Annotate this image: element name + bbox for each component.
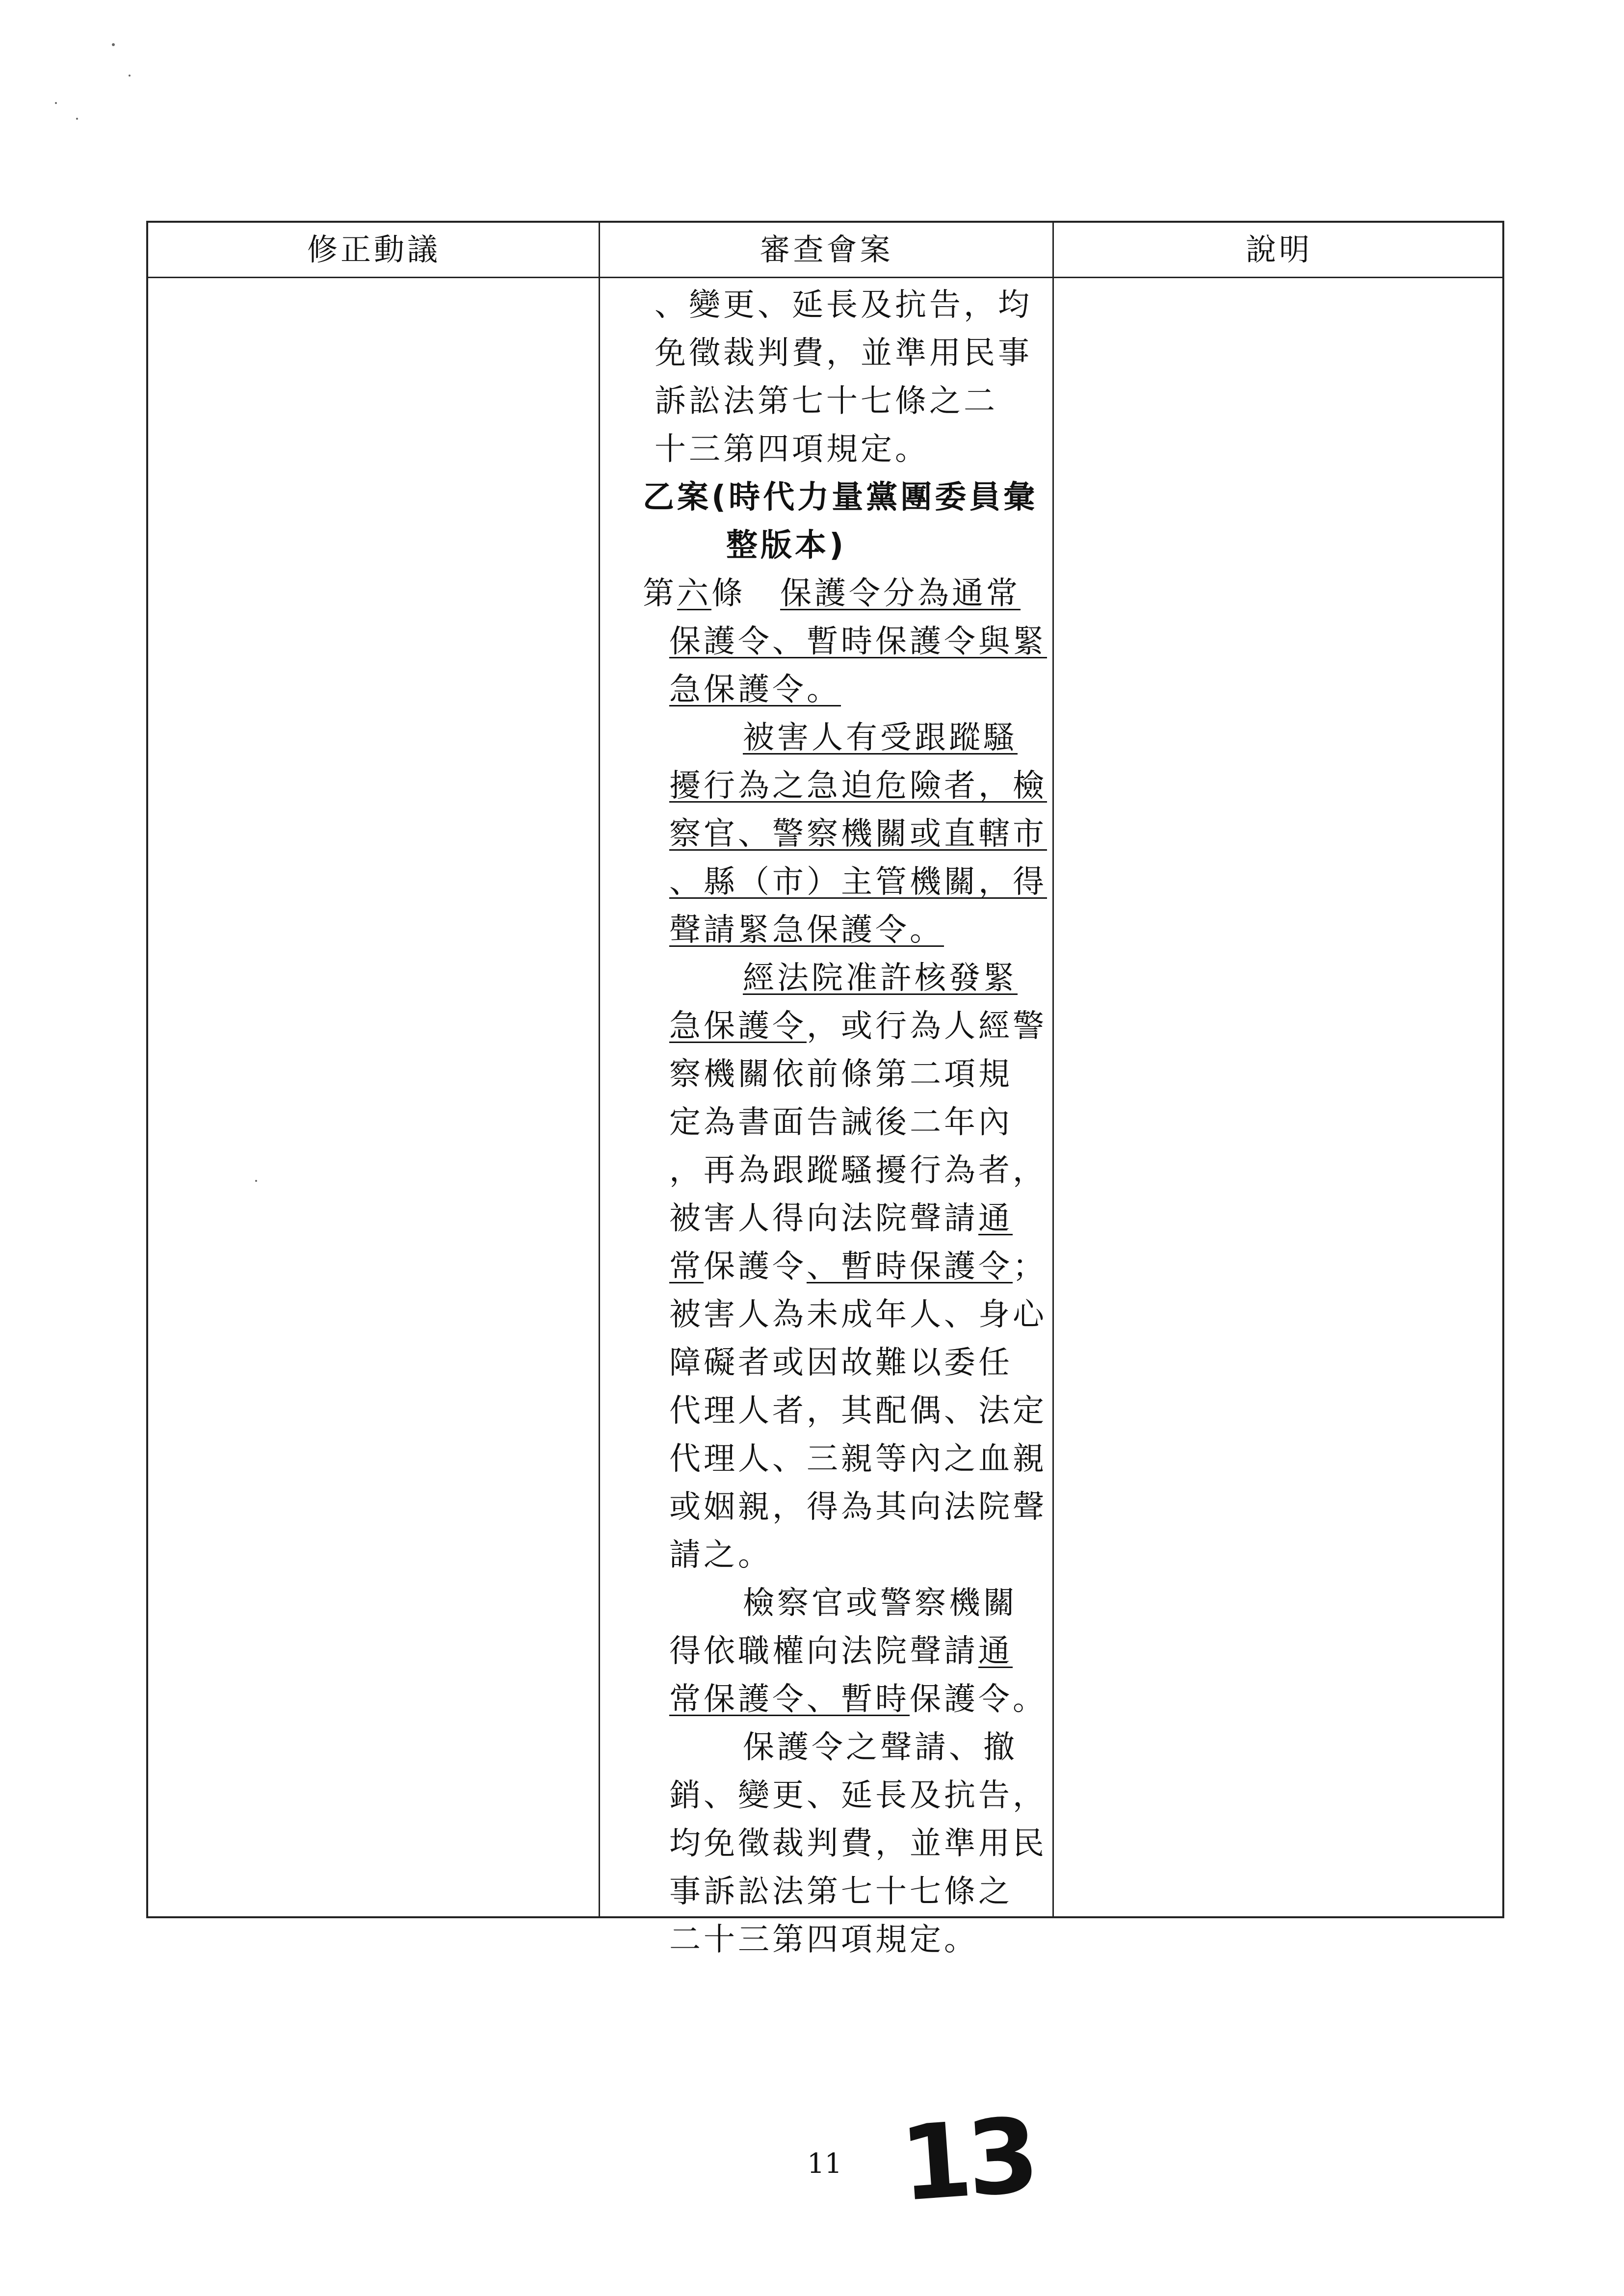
text-line: ，再為跟蹤騷擾行為者，: [669, 1152, 1047, 1189]
article-prefix: 第: [643, 575, 677, 612]
text-line: 二十三第四項規定。: [669, 1922, 978, 1958]
scan-speck: [129, 75, 131, 77]
text-line: 銷、變更、延長及抗告，: [669, 1777, 1047, 1814]
text-line: 訴訟法第七十七條之二: [655, 383, 998, 419]
text-line: 十三第四項規定。: [655, 431, 929, 468]
plain-span: 保護令。: [910, 1681, 1047, 1718]
scan-speck: [76, 118, 78, 120]
underlined-span: 通: [978, 1633, 1013, 1670]
proposal-b-heading: 乙案(時代力量黨團委員彙: [643, 479, 1038, 516]
plain-span: 保護令: [704, 1249, 807, 1285]
text-line: 被害人為未成年人、身心: [669, 1297, 1047, 1333]
text-line: 、縣（市）主管機關，得: [669, 864, 1047, 900]
scan-speck: [112, 43, 115, 46]
text-line: 擾行為之急迫危險者，檢: [669, 768, 1047, 804]
text-line: 察機關依前條第二項規: [669, 1056, 1013, 1093]
column-divider-2: [1052, 223, 1054, 1916]
column-divider-1: [599, 223, 600, 1916]
header-explanation: 說明: [1245, 232, 1312, 267]
header-review-committee-bill: 審查會案: [760, 232, 893, 267]
text-line: 檢察官或警察機關: [743, 1585, 1018, 1621]
text-line: 急保護令。: [669, 672, 841, 708]
article-six-line: [643, 570, 1021, 617]
underlined-span: 通: [978, 1200, 1013, 1237]
text-line: 被害人有受跟蹤騷: [743, 720, 1018, 756]
text-line: 定為書面告誡後二年內: [669, 1104, 1013, 1141]
text-line: [669, 1676, 1047, 1723]
text-line: 事訴訟法第七十七條之: [669, 1874, 1013, 1910]
text-line: [669, 1195, 1013, 1242]
article-text: 保護令分為通常: [780, 575, 1021, 612]
text-line: 請之。: [669, 1537, 772, 1573]
text-line: 障礙者或因故難以委任: [669, 1345, 1013, 1381]
amendment-comparison-table: [146, 221, 1504, 1958]
text-line: 代理人者，其配偶、法定: [669, 1393, 1047, 1429]
text-line: 察官、警察機關或直轄市: [669, 816, 1047, 852]
underlined-span: 常: [669, 1249, 704, 1285]
text-line: 免徵裁判費，並準用民事: [655, 335, 1032, 371]
text-line: 保護令、暫時保護令與緊: [669, 624, 1047, 660]
text-line: 聲請緊急保護令。: [669, 912, 944, 948]
text-line: 均免徵裁判費，並準用民: [669, 1826, 1047, 1862]
plain-span: 得依職權向法院聲請: [669, 1633, 978, 1670]
plain-span: ，或行為人經警: [807, 1008, 1047, 1044]
text-line: 或姻親，得為其向法院聲: [669, 1489, 1047, 1525]
scan-speck: [255, 1180, 257, 1182]
text-line: [669, 1243, 1047, 1290]
article-number: 六: [677, 575, 711, 612]
text-line: 代理人、三親等內之血親: [669, 1441, 1047, 1477]
plain-span: 被害人得向法院聲請: [669, 1200, 978, 1237]
plain-span-end: ；: [1013, 1249, 1047, 1285]
table-header-row: [148, 223, 1502, 278]
underlined-span-2: 、暫時保護令: [807, 1249, 1013, 1285]
scan-speck: [55, 102, 57, 104]
header-amendment-motion: 修正動議: [307, 232, 441, 267]
underlined-span: 急保護令: [669, 1008, 807, 1044]
article-suffix: 條: [711, 575, 780, 612]
underlined-span: 常保護令、暫時: [669, 1681, 910, 1718]
text-line: [669, 1003, 1047, 1050]
handwritten-page-number: 13: [896, 2095, 1038, 2225]
text-line: 保護令之聲請、撤: [743, 1729, 1018, 1766]
page-number: 11: [807, 2148, 842, 2180]
proposal-b-heading-cont: 整版本): [726, 527, 847, 564]
text-line: [669, 1628, 1013, 1675]
text-line: 經法院准許核發緊: [743, 960, 1018, 996]
text-line: 、變更、延長及抗告，均: [655, 287, 1032, 323]
